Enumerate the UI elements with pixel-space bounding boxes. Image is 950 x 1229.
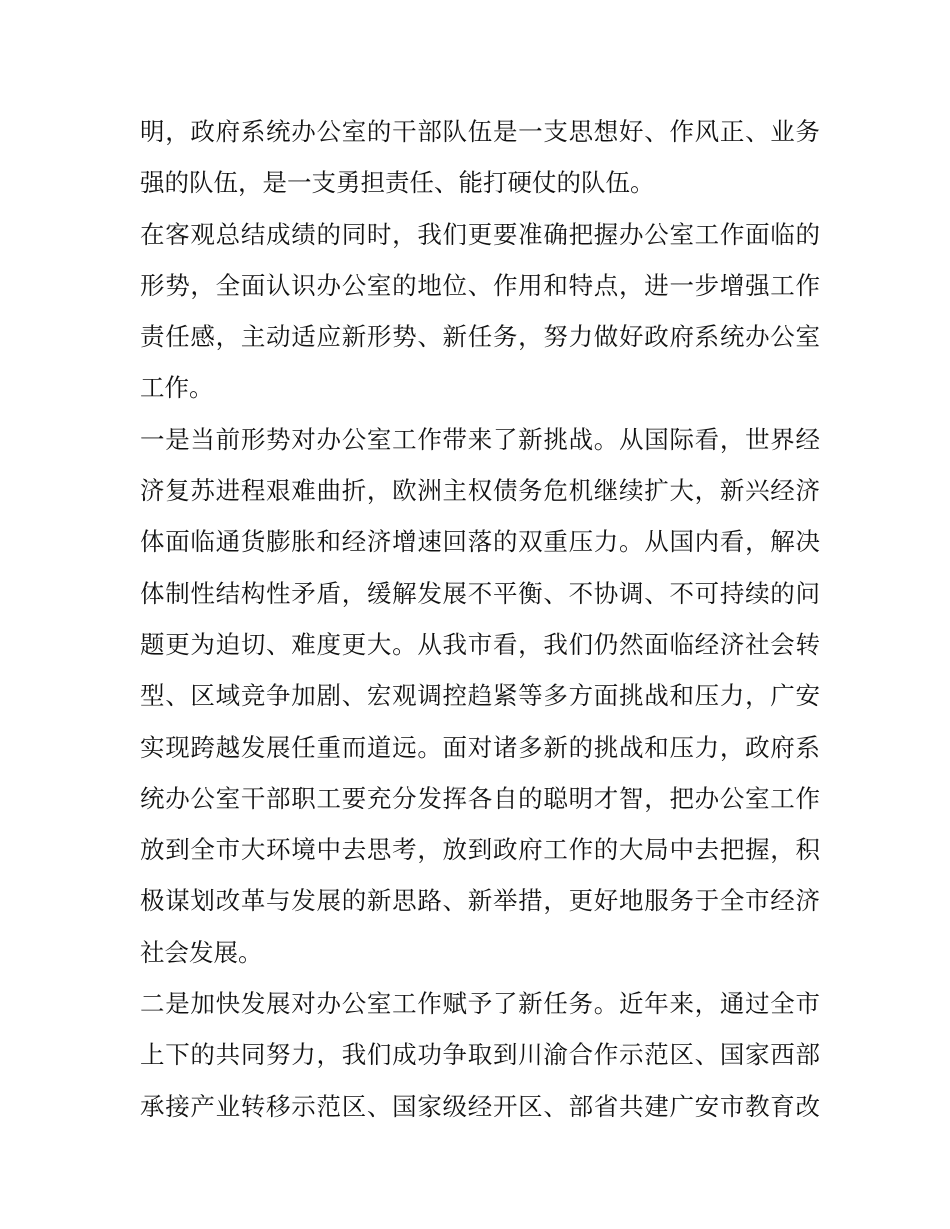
text-line: 明，政府系统办公室的干部队伍是一支思想好、作风正、业务 [140, 117, 820, 146]
text-line: 极谋划改革与发展的新思路、新举措，更好地服务于全市经济 [140, 886, 820, 916]
text-line: 强的队伍，是一支勇担责任、能打硬仗的队伍。 [140, 168, 655, 198]
text-line: 工作。 [140, 373, 214, 403]
text-line: 体制性结构性矛盾，缓解发展不平衡、不协调、不可持续的问 [140, 578, 820, 608]
text-line: 统办公室干部职工要充分发挥各自的聪明才智，把办公室工作 [140, 783, 820, 813]
document-body-text [140, 106, 820, 1132]
text-line: 形势，全面认识办公室的地位、作用和特点，进一步增强工作 [140, 270, 820, 300]
text-line: 型、区域竞争加剧、宏观调控趋紧等多方面挑战和压力，广安 [140, 681, 820, 711]
text-line: 题更为迫切、难度更大。从我市看，我们仍然面临经济社会转 [140, 629, 820, 659]
text-line: 责任感，主动适应新形势、新任务，努力做好政府系统办公室 [140, 322, 820, 352]
text-line: 上下的共同努力，我们成功争取到川渝合作示范区、国家西部 [140, 1040, 820, 1070]
text-line: 承接产业转移示范区、国家级经开区、部省共建广安市教育改 [140, 1091, 820, 1121]
text-line: 二是加快发展对办公室工作赋予了新任务。近年来，通过全市 [140, 989, 820, 1019]
text-line: 济复苏进程艰难曲折，欧洲主权债务危机继续扩大，新兴经济 [140, 476, 820, 506]
text-line: 在客观总结成绩的同时，我们更要准确把握办公室工作面临的 [140, 219, 820, 249]
text-line: 体面临通货膨胀和经济增速回落的双重压力。从国内看，解决 [140, 527, 820, 557]
text-line: 社会发展。 [140, 937, 263, 967]
text-line: 放到全市大环境中去思考，放到政府工作的大局中去把握，积 [140, 835, 820, 865]
text-line: 实现跨越发展任重而道远。面对诸多新的挑战和压力，政府系 [140, 732, 820, 762]
text-line: 一是当前形势对办公室工作带来了新挑战。从国际看，世界经 [140, 424, 820, 454]
